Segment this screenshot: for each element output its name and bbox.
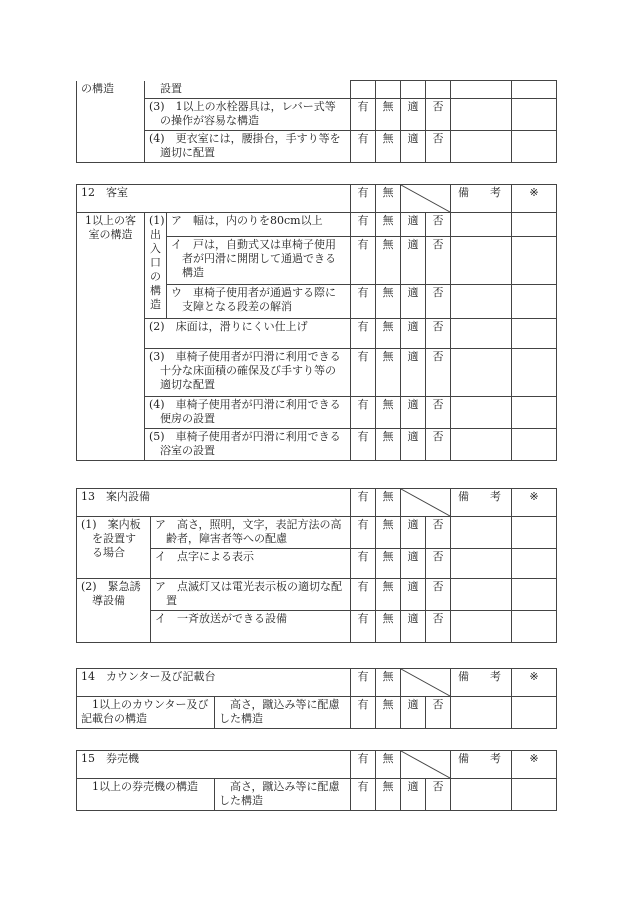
item-text: 高さ，蹴込み等に配慮した構造	[219, 780, 340, 807]
asterisk-cell	[512, 81, 557, 99]
group-label	[77, 697, 215, 729]
group-label	[77, 81, 145, 163]
remarks-cell	[451, 213, 512, 237]
yes-mark: 有	[351, 697, 376, 729]
ng-mark: 否	[426, 99, 451, 131]
asterisk-cell	[512, 549, 557, 579]
diagonal-line	[401, 669, 450, 696]
group-label	[77, 779, 215, 811]
group-label-text: (2) 緊急誘導設備	[81, 580, 141, 607]
item-cell	[145, 319, 351, 349]
item-cell	[145, 81, 351, 99]
group-label-text: 1以上のカウンター及び記載台の構造	[81, 698, 209, 725]
remarks-cell	[451, 397, 512, 429]
item-text: (4) 車椅子使用者が円滑に利用できる便房の設置	[149, 398, 341, 425]
no-mark: 無	[376, 349, 401, 397]
ok-mark: 適	[401, 237, 426, 285]
ng-mark: 否	[426, 397, 451, 429]
item-text: ウ 車椅子使用者が通過する際に支障となる段差の解消	[171, 286, 336, 313]
no-mark: 無	[376, 779, 401, 811]
vertical-char: の	[150, 270, 161, 283]
group-label	[77, 517, 151, 579]
remarks-cell	[451, 429, 512, 461]
asterisk-header: ※	[512, 751, 557, 779]
ok-mark: 適	[401, 697, 426, 729]
vertical-char: 入	[150, 242, 161, 255]
section-15-title	[77, 751, 351, 779]
remarks-cell	[451, 131, 512, 163]
diagonal-cell	[401, 751, 451, 779]
ng-mark: 否	[426, 549, 451, 579]
section-14-title	[77, 669, 351, 697]
ok-mark: 適	[401, 429, 426, 461]
item-text: ア 幅は，内のりを80cm以上	[171, 214, 323, 227]
yes-mark: 有	[351, 131, 376, 163]
asterisk-cell	[512, 397, 557, 429]
item-cell	[151, 579, 351, 611]
item-cell	[145, 131, 351, 163]
remarks-header	[451, 751, 512, 779]
yes-mark: 有	[351, 579, 376, 611]
ok-mark: 適	[401, 285, 426, 319]
yes-mark: 有	[351, 611, 376, 643]
item-text: (3) 車椅子使用者が円滑に利用できる十分な床面積の確保及び手すり等の適切な配置	[149, 350, 341, 391]
ok-mark: 適	[401, 611, 426, 643]
remarks-cell	[451, 579, 512, 611]
no-mark: 無	[376, 285, 401, 319]
diagonal-cell	[401, 489, 451, 517]
yes-mark: 有	[351, 285, 376, 319]
ng-mark: 否	[426, 429, 451, 461]
vertical-char: 造	[150, 298, 161, 311]
diagonal-cell	[401, 185, 451, 213]
item-text: イ 一斉放送ができる設備	[155, 612, 287, 625]
section-12-title	[77, 185, 351, 213]
section-title-text: 12 客室	[81, 186, 128, 199]
item-cell	[167, 213, 351, 237]
group-label-text: (1) 案内板を設置する場合	[81, 518, 141, 559]
subgroup-number: (1)	[149, 214, 165, 227]
section-15-table	[76, 750, 557, 811]
remarks-cell	[451, 319, 512, 349]
item-text: (2) 床面は，滑りにくい仕上げ	[149, 320, 308, 333]
remarks-char-1: 備	[458, 752, 469, 765]
remarks-header	[451, 669, 512, 697]
remarks-cell	[451, 779, 512, 811]
ng-mark: 否	[426, 779, 451, 811]
remarks-cell	[451, 81, 512, 99]
item-text: ア 高さ，照明，文字，表記方法の高齢者，障害者等への配慮	[155, 518, 342, 545]
ng-mark: 否	[426, 697, 451, 729]
remarks-char-2: 考	[490, 670, 501, 683]
yes-mark: 有	[351, 349, 376, 397]
asterisk-cell	[512, 285, 557, 319]
item-cell	[145, 429, 351, 461]
asterisk-cell	[512, 779, 557, 811]
no-header: 無	[376, 751, 401, 779]
diagonal-cell	[401, 669, 451, 697]
ng-mark: 否	[426, 213, 451, 237]
no-mark: 無	[376, 697, 401, 729]
ng-mark: 否	[426, 349, 451, 397]
item-cell	[145, 349, 351, 397]
subgroup-vertical-label	[145, 213, 167, 319]
mark-cell	[401, 81, 426, 99]
item-text: イ 点字による表示	[155, 550, 254, 563]
yes-header: 有	[351, 489, 376, 517]
no-mark: 無	[376, 319, 401, 349]
remarks-char-1: 備	[458, 490, 469, 503]
remarks-cell	[451, 697, 512, 729]
section-12-table	[76, 184, 557, 461]
remarks-char-2: 考	[490, 186, 502, 199]
remarks-char-2: 考	[490, 490, 501, 503]
vertical-char: 口	[150, 256, 161, 269]
no-mark: 無	[376, 579, 401, 611]
remarks-header	[451, 185, 512, 213]
group-label-text: 1以上の券売機の構造	[92, 780, 198, 793]
item-text: (5) 車椅子使用者が円滑に利用できる浴室の設置	[149, 430, 341, 457]
yes-header: 有	[351, 751, 376, 779]
group-label-text: の構造	[81, 81, 114, 95]
mark-cell	[426, 81, 451, 99]
ng-mark: 否	[426, 611, 451, 643]
ng-mark: 否	[426, 131, 451, 163]
remarks-char-1: 備	[458, 186, 470, 199]
asterisk-cell	[512, 319, 557, 349]
remarks-cell	[451, 285, 512, 319]
no-header: 無	[376, 489, 401, 517]
no-mark: 無	[376, 611, 401, 643]
yes-header: 有	[351, 185, 376, 213]
item-cell	[145, 397, 351, 429]
remarks-cell	[451, 349, 512, 397]
remarks-header	[451, 489, 512, 517]
item-text: ア 点滅灯又は電光表示板の適切な配置	[155, 580, 342, 607]
mark-cell	[376, 81, 401, 99]
ok-mark: 適	[401, 349, 426, 397]
group-label	[77, 579, 151, 643]
item-text: (4) 更衣室には，腰掛台，手すり等を適切に配置	[149, 132, 341, 159]
remarks-cell	[451, 549, 512, 579]
section-title-text: 13 案内設備	[81, 490, 150, 503]
diagonal-line	[401, 489, 450, 516]
yes-mark: 有	[351, 779, 376, 811]
section-13-title	[77, 489, 351, 517]
asterisk-cell	[512, 131, 557, 163]
ok-mark: 適	[401, 549, 426, 579]
no-header: 無	[376, 185, 401, 213]
asterisk-cell	[512, 349, 557, 397]
no-mark: 無	[376, 213, 401, 237]
asterisk-header: ※	[512, 185, 557, 213]
no-mark: 無	[376, 429, 401, 461]
asterisk-cell	[512, 429, 557, 461]
mark-cell	[351, 81, 376, 99]
yes-mark: 有	[351, 99, 376, 131]
item-cell	[151, 549, 351, 579]
ok-mark: 適	[401, 213, 426, 237]
section-14-table	[76, 668, 557, 729]
continuation-table	[76, 80, 557, 163]
diagonal-line	[401, 751, 450, 778]
remarks-cell	[451, 99, 512, 131]
remarks-cell	[451, 611, 512, 643]
no-header: 無	[376, 669, 401, 697]
yes-mark: 有	[351, 429, 376, 461]
ok-mark: 適	[401, 779, 426, 811]
vertical-char: 出	[150, 228, 161, 241]
ok-mark: 適	[401, 131, 426, 163]
asterisk-cell	[512, 579, 557, 611]
yes-mark: 有	[351, 237, 376, 285]
item-cell	[145, 99, 351, 131]
item-text: 高さ，蹴込み等に配慮した構造	[219, 698, 340, 725]
remarks-char-2: 考	[490, 752, 501, 765]
yes-mark: 有	[351, 549, 376, 579]
asterisk-cell	[512, 237, 557, 285]
no-mark: 無	[376, 237, 401, 285]
ng-mark: 否	[426, 237, 451, 285]
asterisk-cell	[512, 697, 557, 729]
yes-mark: 有	[351, 517, 376, 549]
item-cell	[167, 237, 351, 285]
item-cell	[151, 517, 351, 549]
ng-mark: 否	[426, 579, 451, 611]
asterisk-header: ※	[512, 489, 557, 517]
ng-mark: 否	[426, 319, 451, 349]
group-label-text: 1以上の客室の構造	[85, 214, 136, 241]
group-label	[77, 213, 145, 461]
item-cell	[215, 697, 351, 729]
ok-mark: 適	[401, 517, 426, 549]
section-title-text: 15 券売機	[81, 752, 139, 765]
ok-mark: 適	[401, 319, 426, 349]
asterisk-header: ※	[512, 669, 557, 697]
no-mark: 無	[376, 131, 401, 163]
section-title-text: 14 カウンター及び記載台	[81, 670, 216, 683]
yes-mark: 有	[351, 213, 376, 237]
yes-mark: 有	[351, 397, 376, 429]
asterisk-cell	[512, 611, 557, 643]
vertical-char: 構	[150, 284, 161, 297]
remarks-cell	[451, 237, 512, 285]
item-cell	[167, 285, 351, 319]
asterisk-cell	[512, 213, 557, 237]
remarks-char-1: 備	[458, 670, 469, 683]
asterisk-cell	[512, 99, 557, 131]
yes-header: 有	[351, 669, 376, 697]
section-13-table	[76, 488, 557, 643]
no-mark: 無	[376, 549, 401, 579]
ng-mark: 否	[426, 517, 451, 549]
diagonal-line	[401, 185, 450, 212]
item-cell	[215, 779, 351, 811]
ok-mark: 適	[401, 397, 426, 429]
item-text: (3) 1以上の水栓器具は，レバー式等の操作が容易な構造	[149, 100, 336, 127]
item-text: イ 戸は，自動式又は車椅子使用者が円滑に開閉して通過できる構造	[171, 238, 336, 279]
ok-mark: 適	[401, 579, 426, 611]
no-mark: 無	[376, 99, 401, 131]
no-mark: 無	[376, 517, 401, 549]
item-cell	[151, 611, 351, 643]
yes-mark: 有	[351, 319, 376, 349]
no-mark: 無	[376, 397, 401, 429]
asterisk-cell	[512, 517, 557, 549]
remarks-cell	[451, 517, 512, 549]
ng-mark: 否	[426, 285, 451, 319]
ok-mark: 適	[401, 99, 426, 131]
item-text: 設置	[160, 81, 182, 95]
